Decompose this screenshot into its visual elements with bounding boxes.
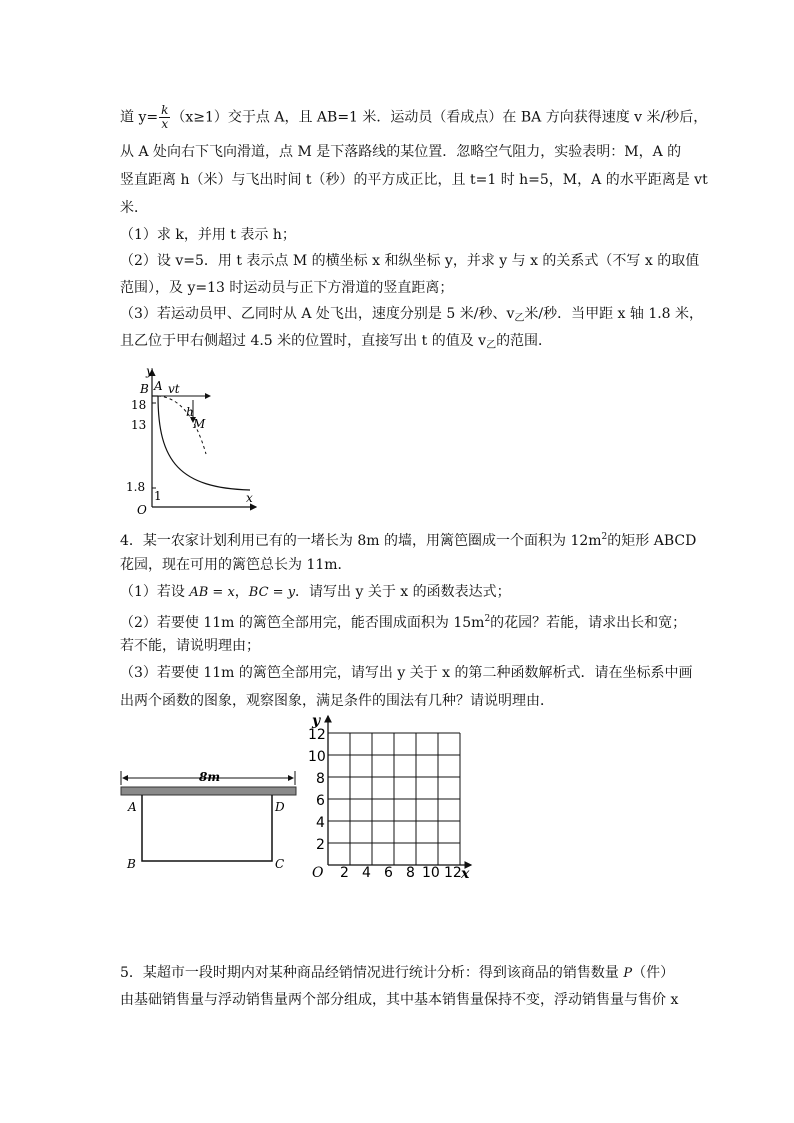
p4-question-3a: （3）若要使 11m 的篱笆全部用完，请写出 y 关于 x 的第二种函数解析式．请在坐标系中画	[120, 665, 693, 681]
p3-q3a-pre: （3）若运动员甲、乙同时从 A 处飞出，速度分别是 5 米/秒、v	[120, 306, 515, 322]
grid-x-tick-12: 12	[444, 865, 462, 880]
p4-line-1-sup: 2	[601, 532, 608, 542]
tick-13: 13	[131, 418, 147, 432]
grid-x-tick-2: 2	[340, 865, 349, 880]
fence	[142, 795, 272, 861]
p4-q1-math-bc: BC = y	[248, 585, 296, 600]
grid-origin-label: O	[312, 865, 324, 880]
y-axis-label: y	[146, 364, 153, 378]
p4-question-3b: 出两个函数的图象，观察图象，满足条件的围法有几种？请说明理由．	[120, 693, 554, 709]
corner-D-label: D	[275, 800, 285, 814]
p3-q3b-post: 的范围．	[496, 333, 553, 349]
fraction-numerator: k	[161, 103, 169, 117]
vt-label: vt	[168, 382, 180, 396]
p4-line-1-post: 的矩形 ABCD	[607, 533, 697, 549]
corner-A-label: A	[128, 800, 137, 814]
p3-q3b-subscript: 乙	[486, 340, 497, 351]
p4-line-1-pre: 4．某一农家计划利用已有的一堵长为 8m 的墙，用篱笆圈成一个面积为 12m	[120, 533, 602, 549]
tick-1-8: 1.8	[126, 480, 146, 494]
p4-q2a-sup: 2	[484, 614, 491, 624]
tick-18: 18	[131, 398, 147, 412]
p5-line-1-pre: 5．某超市一段时期内对某种商品经销情况进行统计分析：得到该商品的销售数量	[120, 965, 624, 981]
p4-q2a-post: 的花园？若能，请求出长和宽；	[490, 615, 687, 631]
p3-q3b-pre: 且乙位于甲右侧超过 4.5 米的位置时，直接写出 t 的值及 v	[120, 333, 487, 349]
grid-y-tick-8: 8	[316, 771, 325, 787]
p4-line-2: 花园，现在可用的篱笆总长为 11m．	[120, 557, 352, 573]
grid-y-tick-4: 4	[316, 815, 325, 831]
point-B-label: B	[140, 382, 149, 396]
p4-question-1	[120, 582, 511, 603]
wall-length-label: 8m	[199, 770, 221, 784]
p3-question-3b	[120, 331, 552, 356]
garden-rectangle-figure	[115, 765, 300, 875]
grid-x-tick-8: 8	[406, 865, 415, 880]
p4-q1-pre: （1）若设	[120, 584, 190, 600]
x-axis-label: x	[246, 491, 253, 505]
origin-label: O	[137, 503, 147, 517]
coordinate-grid-figure	[305, 712, 475, 880]
p4-q1-mid: ，	[234, 584, 249, 600]
p4-question-2b: 若不能，请说明理由；	[120, 638, 260, 654]
corner-C-label: C	[275, 857, 285, 871]
p3-question-1: （1）求 k，并用 t 表示 h；	[120, 227, 296, 243]
k-over-x-fraction	[159, 104, 170, 131]
p4-q2a-pre: （2）若要使 11m 的篱笆全部用完，能否围成面积为 15m	[120, 615, 485, 631]
p3-question-3a	[120, 304, 703, 329]
p4-q1-post: ．请写出 y 关于 x 的函数表达式；	[295, 584, 511, 600]
ski-jump-figure	[120, 362, 260, 517]
p3-question-2b: 范围），及 y=13 时运动员与正下方滑道的竖直距离；	[120, 280, 454, 296]
grid-y-tick-10: 10	[308, 749, 326, 765]
h-label: h	[186, 405, 194, 419]
p3-line-1-pre: 道 y=	[120, 109, 159, 126]
grid-x-tick-10: 10	[422, 865, 440, 880]
grid-y-tick-6: 6	[316, 793, 325, 809]
point-A-label: A	[154, 379, 163, 393]
p4-line-1	[120, 527, 696, 551]
grid-lines	[328, 733, 460, 865]
p3-line-3: 竖直距离 h（米）与飞出时间 t（秒）的平方成正比，且 t=1 时 h=5，M，A 的水平距离是 vt	[120, 172, 708, 188]
p4-question-2a	[120, 609, 686, 633]
grid-y-tick-12: 12	[308, 727, 326, 743]
grid-y-label: y	[312, 713, 321, 729]
corner-B-label: B	[127, 857, 136, 871]
grid-y-tick-2: 2	[316, 837, 325, 853]
p3-line-1	[120, 104, 707, 131]
p5-line-1-post: （件）	[632, 965, 675, 981]
p4-q1-math-ab: AB = x	[189, 585, 235, 600]
tick-1: 1	[154, 489, 162, 503]
grid-x-tick-6: 6	[384, 865, 393, 880]
grid-x-tick-4: 4	[362, 865, 371, 880]
p3-line-2: 从 A 处向右下飞向滑道，点 M 是下落路线的某位置．忽略空气阻力，实验表明：M，A 的	[120, 144, 682, 160]
slide-curve	[158, 396, 250, 490]
p3-question-2a: （2）设 v=5．用 t 表示点 M 的横坐标 x 和纵坐标 y，并求 y 与 x 的关系式（不写 x 的取值	[120, 253, 700, 269]
p3-q3a-subscript: 乙	[514, 313, 525, 324]
p3-line-1-post: （x≥1）交于点 A，且 AB=1 米．运动员（看成点）在 BA 方向获得速度 v 米/秒后，	[171, 109, 708, 126]
grid-x-label: x	[461, 866, 470, 880]
p5-line-2: 由基础销售量与浮动销售量两个部分组成，其中基本销售量保持不变，浮动销售量与售价 x	[120, 992, 679, 1008]
p5-variable-P: P	[623, 966, 633, 981]
p3-line-4: 米．	[120, 200, 148, 216]
fraction-denominator: x	[161, 117, 169, 131]
point-M-label: M	[193, 417, 206, 431]
p5-line-1	[120, 963, 674, 984]
p3-q3a-post: 米/秒．当甲距 x 轴 1.8 米，	[524, 306, 704, 322]
wall	[121, 787, 296, 795]
